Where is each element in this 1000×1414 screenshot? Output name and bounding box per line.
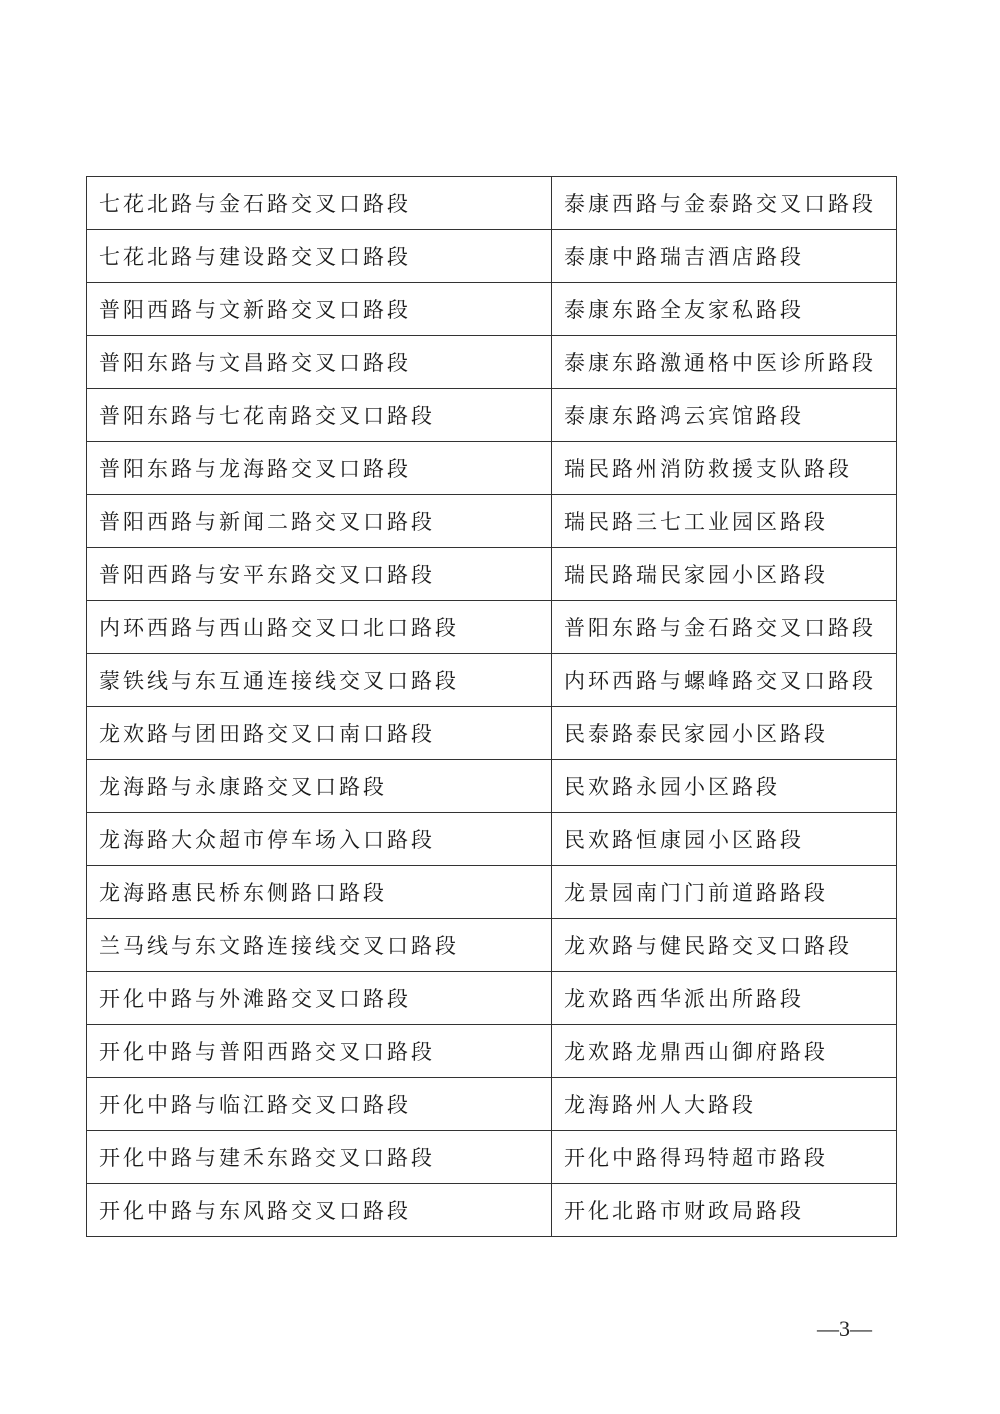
table-cell-left: 兰马线与东文路连接线交叉口路段 [87, 919, 552, 972]
table-cell-right: 龙欢路与健民路交叉口路段 [552, 919, 897, 972]
table-cell-left: 开化中路与普阳西路交叉口路段 [87, 1025, 552, 1078]
table-cell-left: 蒙铁线与东互通连接线交叉口路段 [87, 654, 552, 707]
table-cell-right: 瑞民路州消防救援支队路段 [552, 442, 897, 495]
table-row [87, 707, 897, 760]
page-number: —3— [817, 1316, 872, 1341]
table-cell-right: 民欢路恒康园小区路段 [552, 813, 897, 866]
table-row [87, 601, 897, 654]
table-cell-right: 瑞民路三七工业园区路段 [552, 495, 897, 548]
table-cell-left: 内环西路与西山路交叉口北口路段 [87, 601, 552, 654]
table-cell-right: 龙海路州人大路段 [552, 1078, 897, 1131]
table-cell-left: 开化中路与东风路交叉口路段 [87, 1184, 552, 1237]
table-cell-right: 开化中路得玛特超市路段 [552, 1131, 897, 1184]
table-cell-right: 民欢路永园小区路段 [552, 760, 897, 813]
table-row [87, 495, 897, 548]
table-row [87, 919, 897, 972]
table-row [87, 230, 897, 283]
table-row [87, 283, 897, 336]
table-cell-left: 七花北路与金石路交叉口路段 [87, 177, 552, 230]
table-row [87, 760, 897, 813]
table-cell-right: 泰康东路全友家私路段 [552, 283, 897, 336]
table-cell-left: 普阳西路与新闻二路交叉口路段 [87, 495, 552, 548]
table-cell-left: 开化中路与临江路交叉口路段 [87, 1078, 552, 1131]
table-row [87, 442, 897, 495]
table-row [87, 654, 897, 707]
table-row [87, 548, 897, 601]
table-row [87, 1025, 897, 1078]
road-section-table [86, 176, 897, 1237]
table-cell-right: 泰康东路激通格中医诊所路段 [552, 336, 897, 389]
table-row [87, 177, 897, 230]
table-cell-left: 龙欢路与团田路交叉口南口路段 [87, 707, 552, 760]
table-cell-left: 普阳东路与龙海路交叉口路段 [87, 442, 552, 495]
table-cell-left: 普阳东路与七花南路交叉口路段 [87, 389, 552, 442]
table-cell-left: 开化中路与建禾东路交叉口路段 [87, 1131, 552, 1184]
table-cell-left: 普阳西路与安平东路交叉口路段 [87, 548, 552, 601]
table-cell-right: 龙欢路西华派出所路段 [552, 972, 897, 1025]
table-cell-right: 龙欢路龙鼎西山御府路段 [552, 1025, 897, 1078]
table-cell-left: 七花北路与建设路交叉口路段 [87, 230, 552, 283]
table-row [87, 1184, 897, 1237]
table-row [87, 1131, 897, 1184]
table-row [87, 336, 897, 389]
table-cell-left: 普阳西路与文新路交叉口路段 [87, 283, 552, 336]
table-cell-right: 普阳东路与金石路交叉口路段 [552, 601, 897, 654]
table-cell-right: 民泰路泰民家园小区路段 [552, 707, 897, 760]
table-row [87, 389, 897, 442]
table-cell-right: 瑞民路瑞民家园小区路段 [552, 548, 897, 601]
table-row [87, 813, 897, 866]
table-cell-right: 泰康中路瑞吉酒店路段 [552, 230, 897, 283]
table-cell-left: 开化中路与外滩路交叉口路段 [87, 972, 552, 1025]
table-cell-right: 龙景园南门门前道路路段 [552, 866, 897, 919]
table-cell-left: 龙海路与永康路交叉口路段 [87, 760, 552, 813]
table-cell-right: 泰康东路鸿云宾馆路段 [552, 389, 897, 442]
table-row [87, 972, 897, 1025]
table-row [87, 866, 897, 919]
table-cell-right: 泰康西路与金泰路交叉口路段 [552, 177, 897, 230]
table-cell-right: 开化北路市财政局路段 [552, 1184, 897, 1237]
table-cell-left: 龙海路惠民桥东侧路口路段 [87, 866, 552, 919]
table-cell-left: 普阳东路与文昌路交叉口路段 [87, 336, 552, 389]
table-cell-right: 内环西路与螺峰路交叉口路段 [552, 654, 897, 707]
table-row [87, 1078, 897, 1131]
table-cell-left: 龙海路大众超市停车场入口路段 [87, 813, 552, 866]
